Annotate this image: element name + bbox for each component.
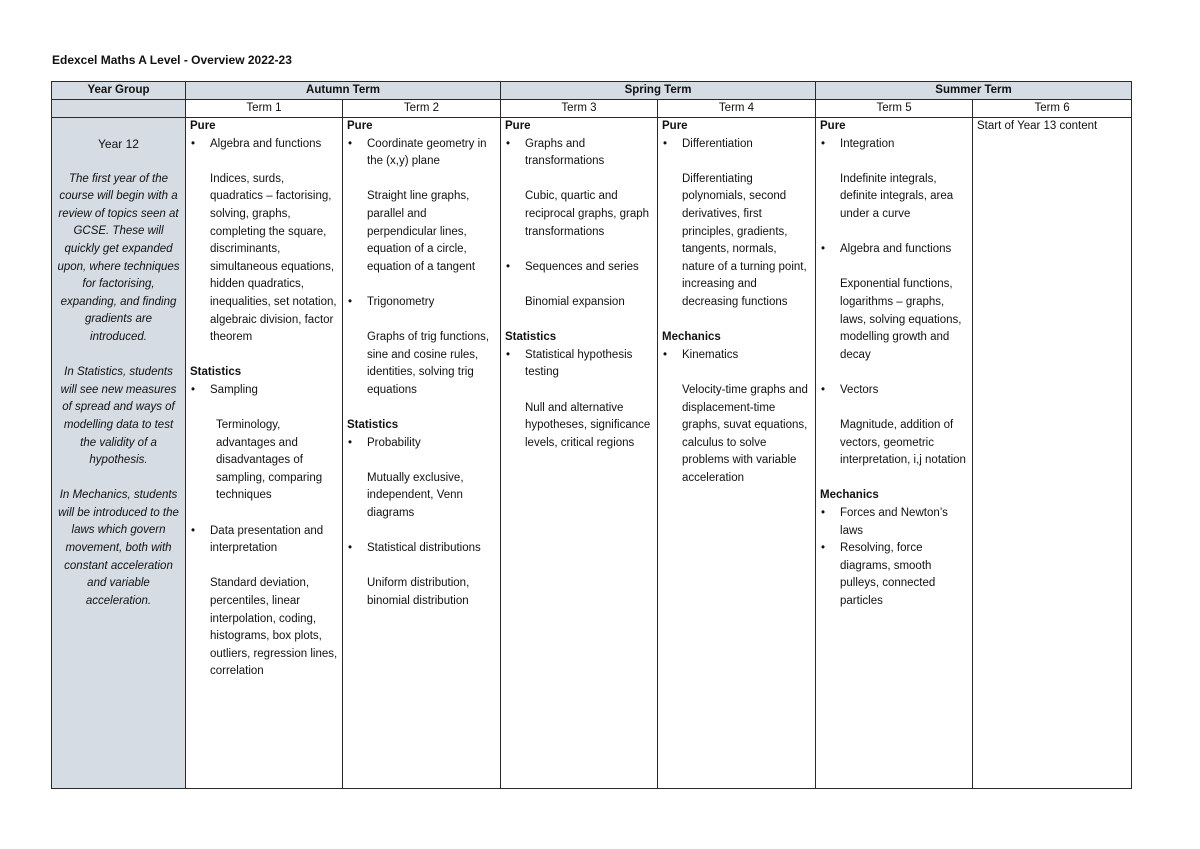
- overview-table: [51, 81, 1132, 789]
- term-2-cell: [343, 118, 501, 789]
- term-5-header: Term 5: [816, 100, 973, 118]
- section-heading-pure: Pure: [347, 120, 373, 132]
- topic-trigonometry: • Trigonometry: [347, 294, 496, 312]
- term-3-header: Term 3: [501, 100, 658, 118]
- term-4-cell: [658, 118, 816, 789]
- topic-detail-integration: Indefinite integrals, definite integrals, area under a curve: [840, 172, 954, 220]
- term-3-cell: [501, 118, 658, 789]
- term-4-header: Term 4: [658, 100, 816, 118]
- topic-detail-vectors: Magnitude, addition of vectors, geometric interpretation, i,j notation: [840, 419, 966, 467]
- term-1-cell: [186, 118, 343, 789]
- topic-data-presentation: • Data presentation and interpretation: [190, 523, 338, 558]
- topic-algebra-and-functions: • Algebra and functions: [820, 241, 968, 259]
- topic-sequences-and-series: • Sequences and series: [505, 259, 653, 277]
- term-6-cell: [973, 118, 1132, 789]
- topic-detail-coordinate-geometry: Straight line graphs, parallel and perpendicular lines, equation of a circle, equation of a tangent: [367, 190, 476, 273]
- header-row-terms: [52, 82, 1132, 100]
- year-group-header: Year Group: [52, 82, 186, 100]
- section-heading-statistics: Statistics: [190, 366, 242, 379]
- topic-forces-and-newtons-laws: • Forces and Newton’s laws: [820, 505, 968, 540]
- year-12-description: [56, 171, 181, 611]
- year-12-cell: [52, 118, 186, 789]
- spring-term-header: Spring Term: [501, 82, 816, 100]
- topic-vectors: • Vectors: [820, 382, 968, 400]
- topic-algebra-and-functions: • Algebra and functions: [190, 136, 338, 154]
- section-heading-pure: Pure: [662, 120, 688, 132]
- term-5-cell: [816, 118, 973, 789]
- topic-coordinate-geometry: • Coordinate geometry in the (x,y) plane: [347, 136, 496, 171]
- topic-detail-algebra: Exponential functions, logarithms – graphs, laws, solving equations, modelling growth and decay: [840, 278, 962, 361]
- topic-differentiation: • Differentiation: [662, 136, 811, 154]
- section-heading-pure: Pure: [505, 120, 531, 132]
- section-heading-pure: Pure: [820, 120, 846, 132]
- section-heading-mechanics: Mechanics: [820, 489, 879, 502]
- topic-probability: • Probability: [347, 435, 496, 453]
- topic-sampling: • Sampling: [190, 382, 338, 400]
- topic-detail-sequences: Binomial expansion: [525, 295, 625, 308]
- term-2-header: Term 2: [343, 100, 501, 118]
- topic-resolving: • Resolving, force diagrams, smooth pulleys, connected particles: [820, 540, 968, 610]
- topic-graphs-and-transformations: • Graphs and transformations: [505, 136, 653, 171]
- year-12-row: [52, 118, 1132, 789]
- topic-statistical-distributions: • Statistical distributions: [347, 540, 496, 558]
- year-12-desc-intro: The first year of the course will begin with a review of topics seen at GCSE. These will quickly get expanded upon, where techniques for factorising, expanding, and finding gradients are introduced.: [57, 172, 180, 343]
- section-heading-statistics: Statistics: [347, 419, 399, 432]
- autumn-term-header: Autumn Term: [186, 82, 501, 100]
- topic-detail-kinematics: Velocity-time graphs and displacement-time graphs, suvat equations, calculus to solve problems with variable acceleration: [682, 383, 808, 484]
- topic-detail-algebra: Indices, surds, quadratics – factorising, solving, graphs, completing the square, discriminants, simultaneous equations, hidden quadratics, inequalities, set notation, algebraic division, factor theorem: [210, 172, 337, 344]
- year-group-blank-cell: [52, 100, 186, 118]
- topic-detail-differentiation: Differentiating polynomials, second derivatives, first principles, gradients, tangents, normals, nature of a turning point, increasing and decreasing functions: [682, 172, 807, 308]
- summer-term-header: Summer Term: [816, 82, 1132, 100]
- term-6-content: Start of Year 13 content: [977, 120, 1098, 132]
- topic-integration: • Integration: [820, 136, 968, 154]
- topic-detail-trigonometry: Graphs of trig functions, sine and cosine rules, identities, solving trig equations: [367, 331, 490, 396]
- term-1-header: Term 1: [186, 100, 343, 118]
- topic-detail-probability: Mutually exclusive, independent, Venn diagrams: [367, 471, 464, 520]
- topic-detail-hypothesis-testing: Null and alternative hypotheses, significance levels, critical regions: [525, 401, 651, 449]
- section-heading-mechanics: Mechanics: [662, 331, 721, 344]
- topic-hypothesis-testing: • Statistical hypothesis testing: [505, 347, 653, 382]
- section-heading-pure: Pure: [190, 120, 216, 132]
- header-row-subterms: [52, 100, 1132, 118]
- topic-detail-sampling: Terminology, advantages and disadvantages of sampling, comparing techniques: [216, 419, 323, 502]
- year-12-desc-statistics: In Statistics, students will see new measures of spread and ways of modelling data to test the validity of a hypothesis.: [60, 366, 177, 467]
- topic-detail-data-presentation: Standard deviation, percentiles, linear interpolation, coding, histograms, box plots, outliers, regression lines, correlation: [210, 577, 338, 678]
- term-6-header: Term 6: [973, 100, 1132, 118]
- section-heading-statistics: Statistics: [505, 331, 557, 344]
- year-12-label: Year 12: [98, 137, 139, 151]
- topic-detail-graphs: Cubic, quartic and reciprocal graphs, graph transformations: [525, 190, 650, 238]
- page-title: Edexcel Maths A Level - Overview 2022-23: [52, 53, 292, 67]
- year-12-desc-mechanics: In Mechanics, students will be introduced to the laws which govern movement, both with constant acceleration and variable acceleration.: [58, 489, 179, 607]
- topic-kinematics: • Kinematics: [662, 347, 811, 365]
- topic-detail-statistical-distributions: Uniform distribution, binomial distribution: [367, 577, 470, 608]
